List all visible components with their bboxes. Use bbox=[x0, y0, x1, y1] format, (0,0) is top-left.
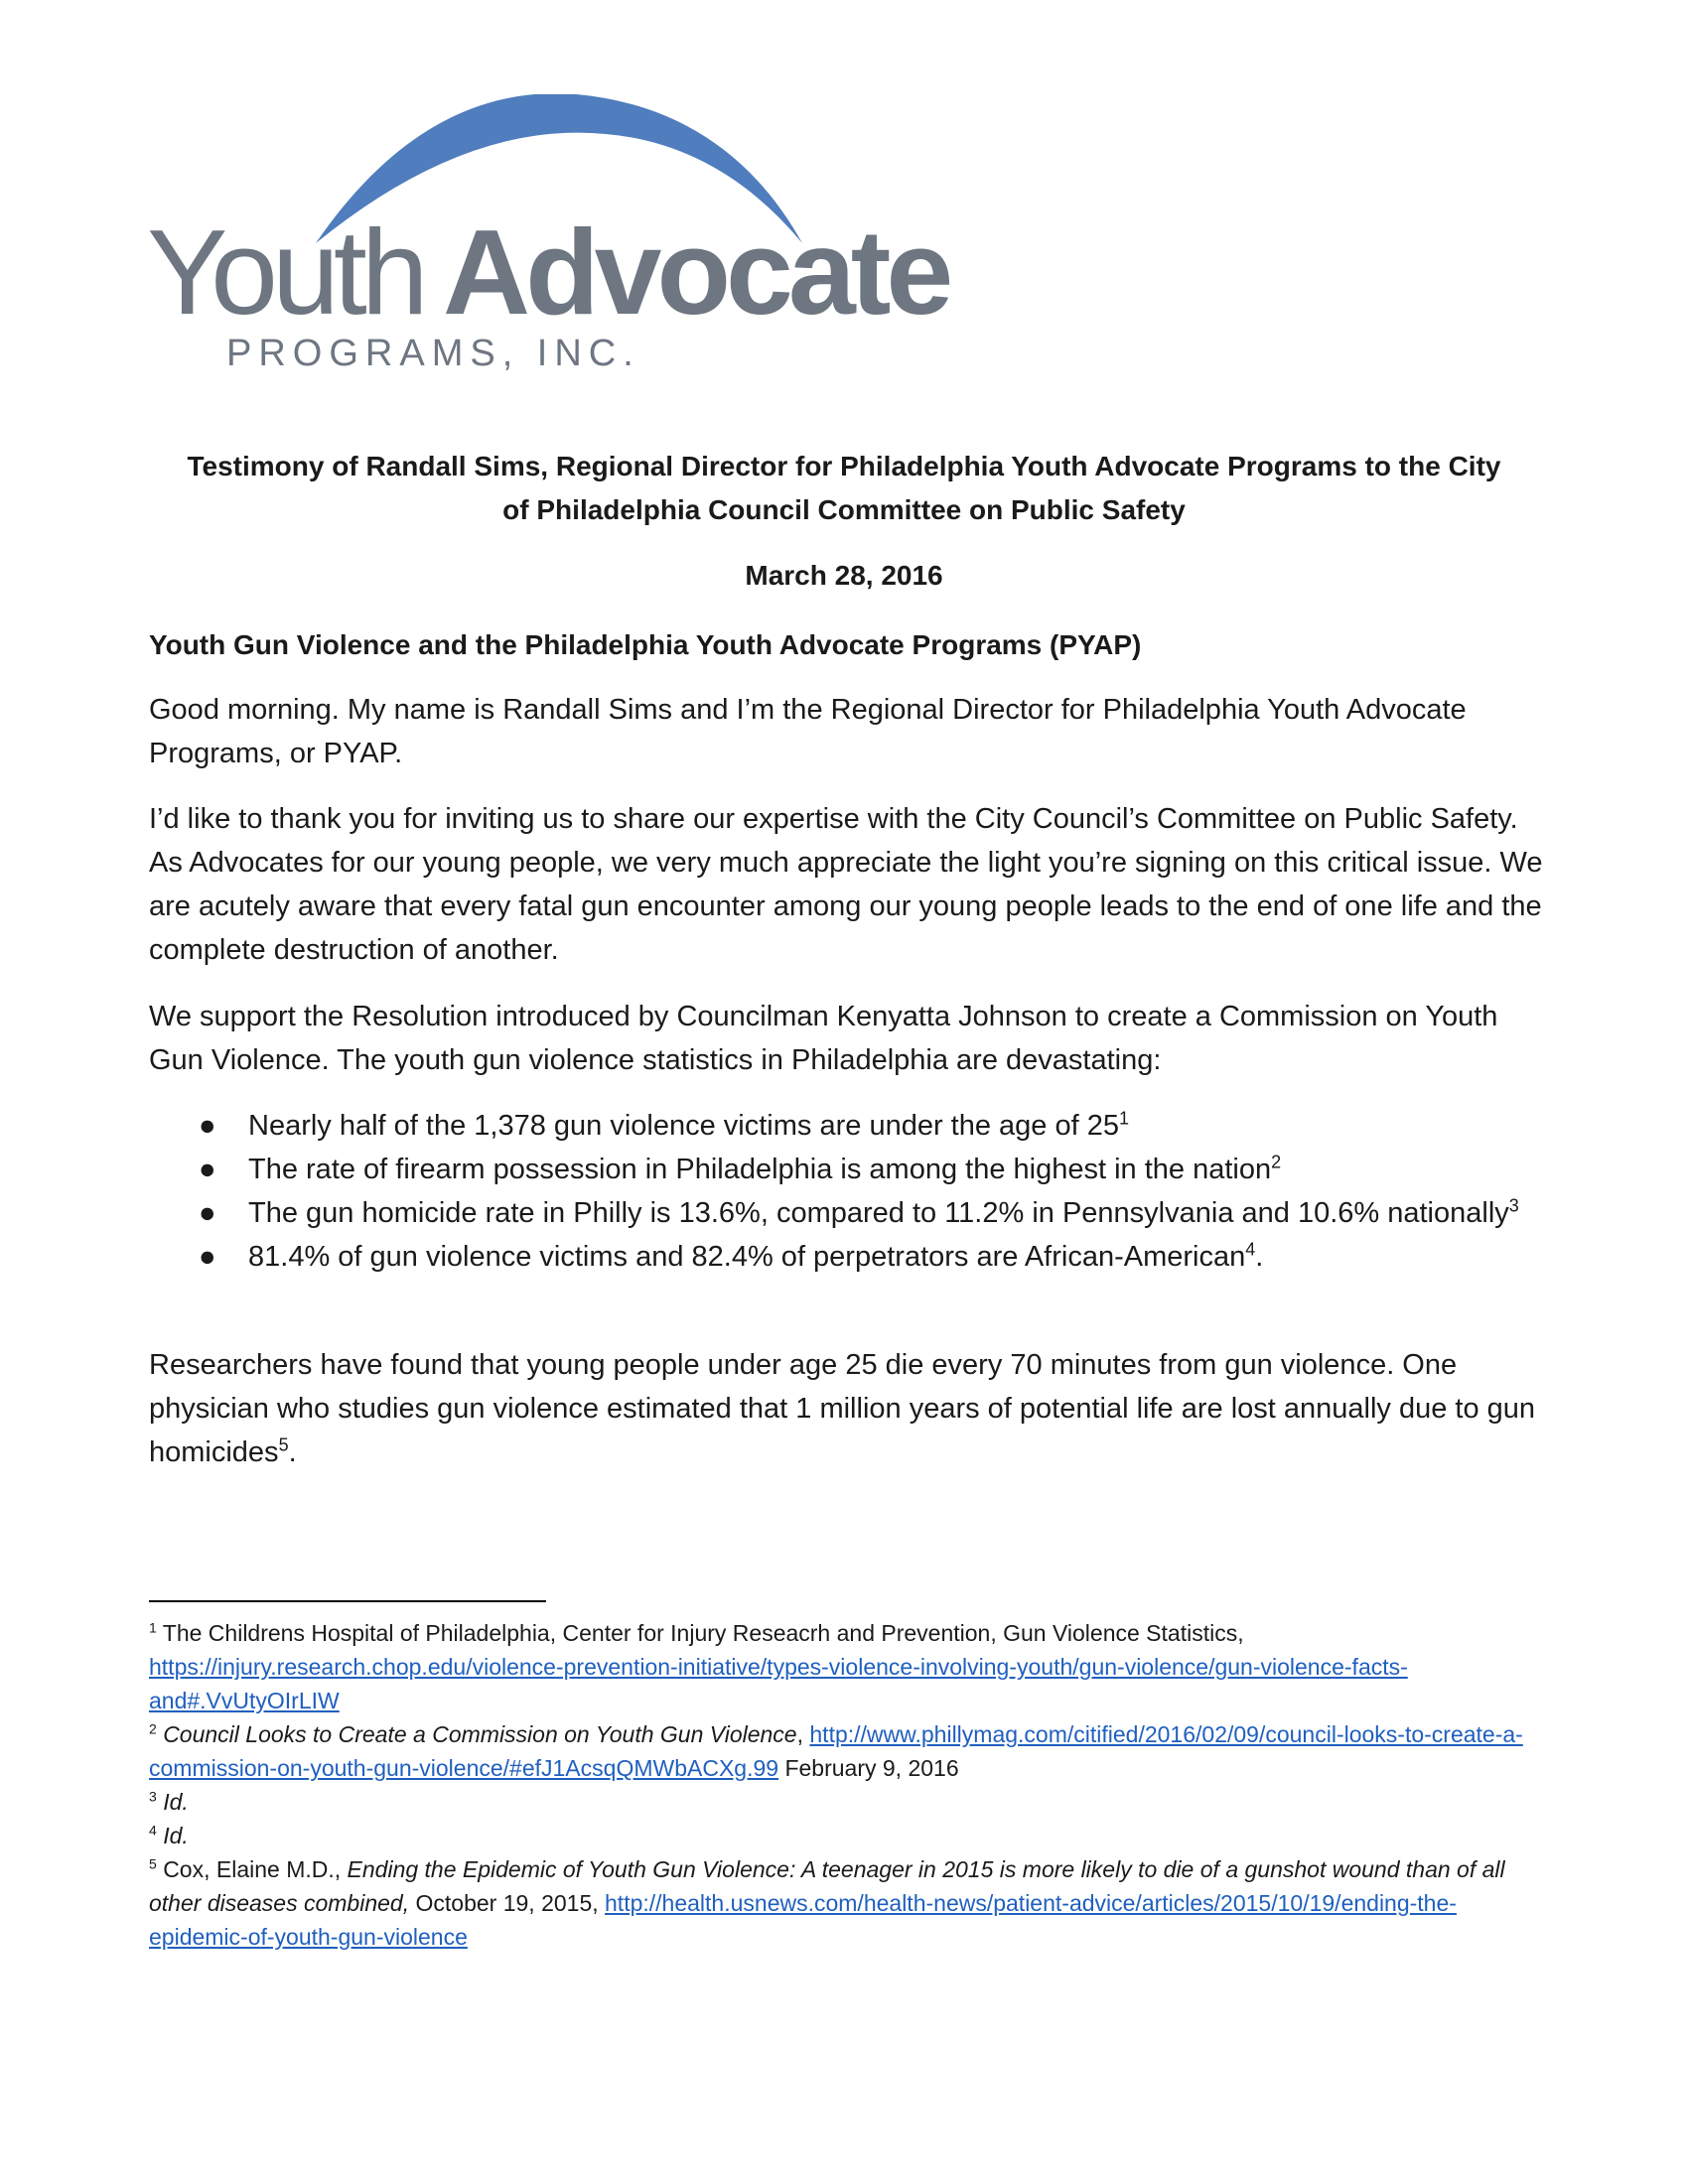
footnote-ref: 2 bbox=[1271, 1152, 1282, 1172]
logo-word-advocate: Advocate bbox=[443, 205, 949, 340]
list-item-punct: . bbox=[1255, 1241, 1264, 1273]
document-date: March 28, 2016 bbox=[745, 560, 943, 591]
paragraph-research-punct: . bbox=[288, 1436, 297, 1468]
footnote-link[interactable]: http://www.phillymag.com/citified/2016/02/09/council-looks-to-create-a-commission-on-youth-gun-violence/#efJ1AcsqQMWbACXg.99 bbox=[149, 1721, 1523, 1781]
list-item bbox=[149, 1235, 1544, 1279]
bullet-icon: ● bbox=[199, 1241, 216, 1273]
bullet-icon: ● bbox=[199, 1110, 216, 1142]
list-item bbox=[149, 1148, 1544, 1191]
list-item-text: The rate of firearm possession in Philadelphia is among the highest in the nation bbox=[248, 1154, 1272, 1185]
footnote-ref: 4 bbox=[1245, 1239, 1256, 1260]
footnote-number: 2 bbox=[149, 1720, 157, 1737]
footnote-link[interactable]: http://health.usnews.com/health-news/patient-advice/articles/2015/10/19/ending-the-epidemic-of-youth-gun-violence bbox=[149, 1890, 1457, 1950]
footnote-source-title: Ending the Epidemic of Youth Gun Violence: A teenager in 2015 is more likely to die of a gunshot wound than of all other diseases combined, bbox=[149, 1856, 1505, 1916]
footnote-ref: 5 bbox=[278, 1434, 289, 1455]
list-item-text: Nearly half of the 1,378 gun violence victims are under the age of 25 bbox=[248, 1110, 1119, 1142]
paragraph-introduction: Good morning. My name is Randall Sims and I’m the Regional Director for Philadelphia Youth Advocate Programs, or PYAP. bbox=[149, 694, 1467, 769]
paragraph-resolution: We support the Resolution introduced by Councilman Kenyatta Johnson to create a Commission on Youth Gun Violence. The youth gun violence statistics in Philadelphia are devastating: bbox=[149, 1001, 1498, 1076]
list-item-text: The gun homicide rate in Philly is 13.6%, compared to 11.2% in Pennsylvania and 10.6% nationally bbox=[248, 1197, 1509, 1229]
footnote-3 bbox=[149, 1785, 1544, 1819]
footnote-source-title: Id. bbox=[163, 1823, 189, 1848]
logo-word-youth: Youth bbox=[147, 205, 423, 340]
bullet-icon: ● bbox=[199, 1154, 216, 1185]
footnote-2 bbox=[149, 1717, 1544, 1785]
list-item bbox=[149, 1191, 1544, 1235]
footnote-number: 3 bbox=[149, 1788, 157, 1805]
section-title: Youth Gun Violence and the Philadelphia Youth Advocate Programs (PYAP) bbox=[149, 629, 1142, 660]
footnote-text: , bbox=[796, 1721, 810, 1747]
logo-subtitle: PROGRAMS, INC. bbox=[226, 333, 640, 374]
footnote-ref: 1 bbox=[1118, 1108, 1129, 1129]
title-line-2: of Philadelphia Council Committee on Public Safety bbox=[502, 494, 1186, 525]
footnote-number: 1 bbox=[149, 1619, 157, 1636]
document-title bbox=[149, 445, 1539, 532]
footnote-number: 4 bbox=[149, 1822, 157, 1839]
list-item-text: 81.4% of gun violence victims and 82.4% of perpetrators are African-American bbox=[248, 1241, 1246, 1273]
footnote-date: October 19, 2015, bbox=[409, 1890, 606, 1916]
paragraph-research bbox=[149, 1343, 1544, 1474]
footnote-source-title: Council Looks to Create a Commission on Youth Gun Violence bbox=[163, 1721, 797, 1747]
footnote-4 bbox=[149, 1819, 1544, 1852]
organization-logo bbox=[139, 94, 1003, 392]
footnote-5 bbox=[149, 1852, 1544, 1954]
paragraph-thanks: I’d like to thank you for inviting us to share our expertise with the City Council’s Committee on Public Safety. As Advocates for our young people, we very much appreciate the light you’re signing on this critical issue. We are acutely aware that every fatal gun encounter among our young people leads to the end of one life and the complete destruction of another. bbox=[149, 803, 1543, 966]
footnote-source-title: Id. bbox=[163, 1789, 189, 1815]
footnote-link[interactable]: https://injury.research.chop.edu/violence-prevention-initiative/types-violence-involving-youth/gun-violence/gun-violence-facts-and#.VvUtyOIrLIW bbox=[149, 1654, 1408, 1713]
paragraph-research-text: Researchers have found that young people under age 25 die every 70 minutes from gun violence. One physician who studies gun violence estimated that 1 million years of potential life are lost annually due to gun homicides bbox=[149, 1349, 1536, 1468]
list-item bbox=[149, 1104, 1544, 1148]
statistics-list bbox=[149, 1104, 1544, 1279]
footnote-ref: 3 bbox=[1508, 1195, 1519, 1216]
footnote-date: February 9, 2016 bbox=[778, 1755, 959, 1781]
footnote-1 bbox=[149, 1616, 1544, 1717]
footnote-separator bbox=[149, 1600, 546, 1602]
footnote-text: The Childrens Hospital of Philadelphia, Center for Injury Reseacrh and Prevention, Gun Violence Statistics, bbox=[162, 1620, 1244, 1646]
footnote-text: Cox, Elaine M.D., bbox=[163, 1856, 348, 1882]
bullet-icon: ● bbox=[199, 1197, 216, 1229]
footnotes bbox=[149, 1616, 1544, 1954]
footnote-number: 5 bbox=[149, 1855, 157, 1872]
title-line-1: Testimony of Randall Sims, Regional Director for Philadelphia Youth Advocate Programs to the City bbox=[187, 451, 1501, 481]
